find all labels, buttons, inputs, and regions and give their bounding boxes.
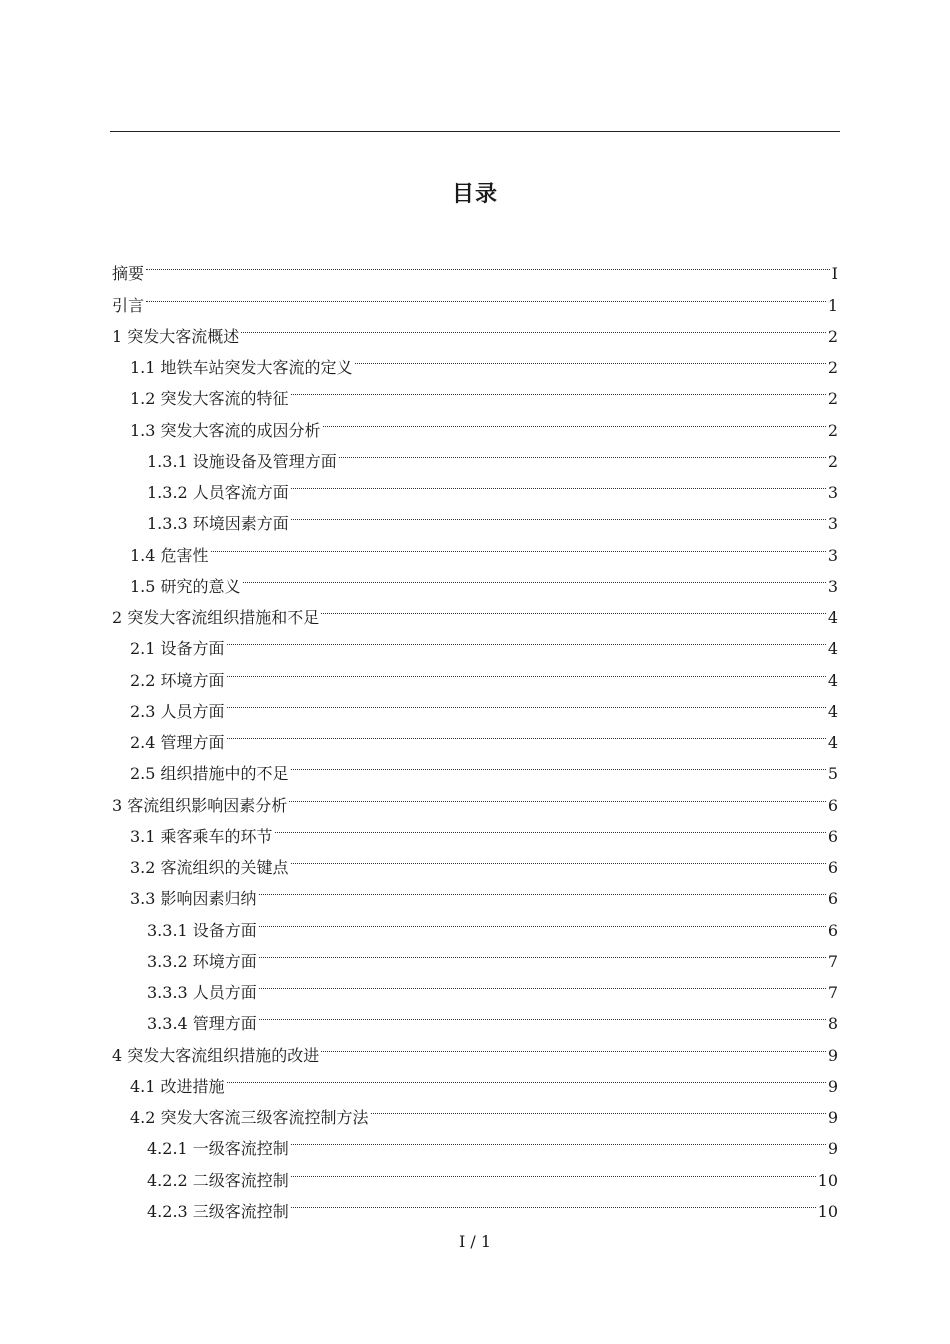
- toc-entry-page: 2: [827, 451, 838, 471]
- toc-entry-title: 4 突发大客流组织措施的改进: [112, 1045, 320, 1065]
- toc-dot-leader: [339, 436, 826, 467]
- toc-entry-title: 3.1 乘客乘车的环节: [130, 826, 273, 846]
- toc-entry-title: 4.2.2 二级客流控制: [147, 1170, 289, 1190]
- toc-entry-page: 9: [827, 1139, 838, 1159]
- toc-entry-page: 1: [827, 295, 838, 315]
- toc-entry-page: 9: [827, 1076, 838, 1096]
- toc-entry-page: 4: [827, 733, 838, 752]
- toc-entry-page: 7: [827, 951, 838, 971]
- toc-dot-leader: [259, 904, 826, 935]
- toc-dot-leader: [291, 842, 826, 873]
- toc-entry-page: 3: [827, 545, 838, 565]
- page-title: 目录: [451, 182, 498, 207]
- toc-dot-leader: [146, 279, 826, 310]
- toc-entry-title: 1 突发大客流概述: [112, 326, 240, 346]
- toc-entry-title: 摘要: [112, 264, 145, 284]
- toc-dot-leader: [291, 1186, 816, 1217]
- toc-dot-leader: [355, 342, 826, 373]
- toc-dot-leader: [291, 1123, 826, 1154]
- toc-entry-title: 2.5 组织措施中的不足: [130, 764, 289, 784]
- toc-dot-leader: [241, 311, 826, 342]
- page-number-footer: I / 1: [458, 1232, 492, 1251]
- toc-entry-title: 2.1 设备方面: [130, 639, 225, 659]
- toc-entry-page: 4: [827, 608, 838, 627]
- toc-entry-page: 10: [817, 1201, 838, 1221]
- toc-entry[interactable]: [112, 529, 838, 565]
- toc-entry-title: 1.5 研究的意义: [130, 576, 241, 596]
- toc-entry-title: 1.1 地铁车站突发大客流的定义: [130, 358, 353, 377]
- toc-dot-leader: [146, 248, 830, 279]
- toc-dot-leader: [227, 654, 826, 685]
- toc-entry-title: 2.3 人员方面: [130, 701, 225, 721]
- toc-dot-leader: [291, 1154, 816, 1185]
- toc-dot-leader: [259, 936, 826, 967]
- toc-entry-page: 6: [827, 826, 838, 846]
- toc-entry-page: 7: [827, 983, 838, 1002]
- header-rule: [110, 131, 840, 132]
- toc-entry-page: 3: [827, 514, 838, 534]
- toc-entry-title: 4.2 突发大客流三级客流控制方法: [130, 1108, 369, 1127]
- toc-entry[interactable]: [112, 248, 838, 284]
- toc-entry-title: 1.3 突发大客流的成因分析: [130, 420, 321, 440]
- toc-entry-page: 5: [827, 764, 838, 784]
- toc-entry-title: 3.2 客流组织的关键点: [130, 858, 289, 877]
- toc-entry-page: 3: [827, 483, 838, 502]
- toc-entry-page: 6: [827, 889, 838, 909]
- toc-dot-leader: [211, 529, 826, 560]
- toc-entry-title: 1.3.3 环境因素方面: [147, 514, 289, 534]
- toc-entry-title: 1.2 突发大客流的特征: [130, 389, 289, 409]
- toc-entry-page: 3: [827, 576, 838, 596]
- toc-entry-title: 4.2.3 三级客流控制: [147, 1201, 289, 1221]
- toc-entry-page: 6: [827, 920, 838, 940]
- toc-entry-title: 引言: [112, 295, 145, 315]
- toc-dot-leader: [227, 717, 826, 748]
- toc-entry[interactable]: [112, 311, 838, 346]
- toc-dot-leader: [227, 623, 826, 654]
- toc-entry-title: 4.1 改进措施: [130, 1076, 225, 1096]
- toc-dot-leader: [289, 779, 826, 810]
- toc-entry-title: 3.3.4 管理方面: [147, 1014, 257, 1034]
- toc-entry-page: 9: [827, 1045, 838, 1065]
- toc-entry-title: 3.3.3 人员方面: [147, 983, 257, 1002]
- toc-entry-title: 3 客流组织影响因素分析: [112, 795, 288, 815]
- toc-entry-title: 1.4 危害性: [130, 545, 209, 565]
- toc-dot-leader: [291, 748, 826, 779]
- toc-entry-page: 4: [827, 701, 838, 721]
- toc-entry-page: 2: [827, 389, 838, 409]
- toc-entry-title: 3.3.2 环境方面: [147, 951, 257, 971]
- toc-entry-title: 2.2 环境方面: [130, 670, 225, 690]
- toc-entry-page: 4: [827, 639, 838, 659]
- toc-dot-leader: [371, 1092, 826, 1123]
- toc-entry-page: 2: [827, 420, 838, 440]
- toc-entry[interactable]: [112, 279, 838, 315]
- toc-dot-leader: [291, 467, 826, 498]
- toc-dot-leader: [275, 811, 826, 842]
- toc-entry-page: 6: [827, 795, 838, 815]
- table-of-contents: [112, 248, 838, 1221]
- toc-entry-page: 2: [827, 358, 838, 377]
- toc-dot-leader: [321, 1029, 826, 1060]
- toc-dot-leader: [323, 404, 826, 435]
- toc-entry-page: 10: [817, 1170, 838, 1190]
- toc-entry-title: 1.3.2 人员客流方面: [147, 483, 289, 502]
- toc-entry-title: 4.2.1 一级客流控制: [147, 1139, 289, 1159]
- toc-dot-leader: [259, 967, 826, 998]
- toc-dot-leader: [291, 373, 826, 404]
- toc-entry[interactable]: [112, 561, 838, 596]
- toc-entry-page: 9: [827, 1108, 838, 1127]
- toc-entry-page: 6: [827, 858, 838, 877]
- toc-entry-page: I: [831, 264, 838, 284]
- toc-dot-leader: [259, 998, 826, 1029]
- toc-dot-leader: [321, 592, 826, 623]
- toc-dot-leader: [227, 1061, 826, 1092]
- toc-dot-leader: [243, 561, 826, 592]
- toc-entry-title: 1.3.1 设施设备及管理方面: [147, 451, 337, 471]
- toc-entry-title: 2 突发大客流组织措施和不足: [112, 608, 320, 627]
- toc-entry-page: 8: [827, 1014, 838, 1034]
- toc-dot-leader: [227, 686, 826, 717]
- toc-entry-title: 2.4 管理方面: [130, 733, 225, 752]
- toc-dot-leader: [291, 498, 826, 529]
- toc-entry-title: 3.3.1 设备方面: [147, 920, 257, 940]
- toc-entry-title: 3.3 影响因素归纳: [130, 889, 257, 909]
- toc-entry-page: 4: [827, 670, 838, 690]
- toc-entry-page: 2: [827, 326, 838, 346]
- toc-dot-leader: [259, 873, 826, 904]
